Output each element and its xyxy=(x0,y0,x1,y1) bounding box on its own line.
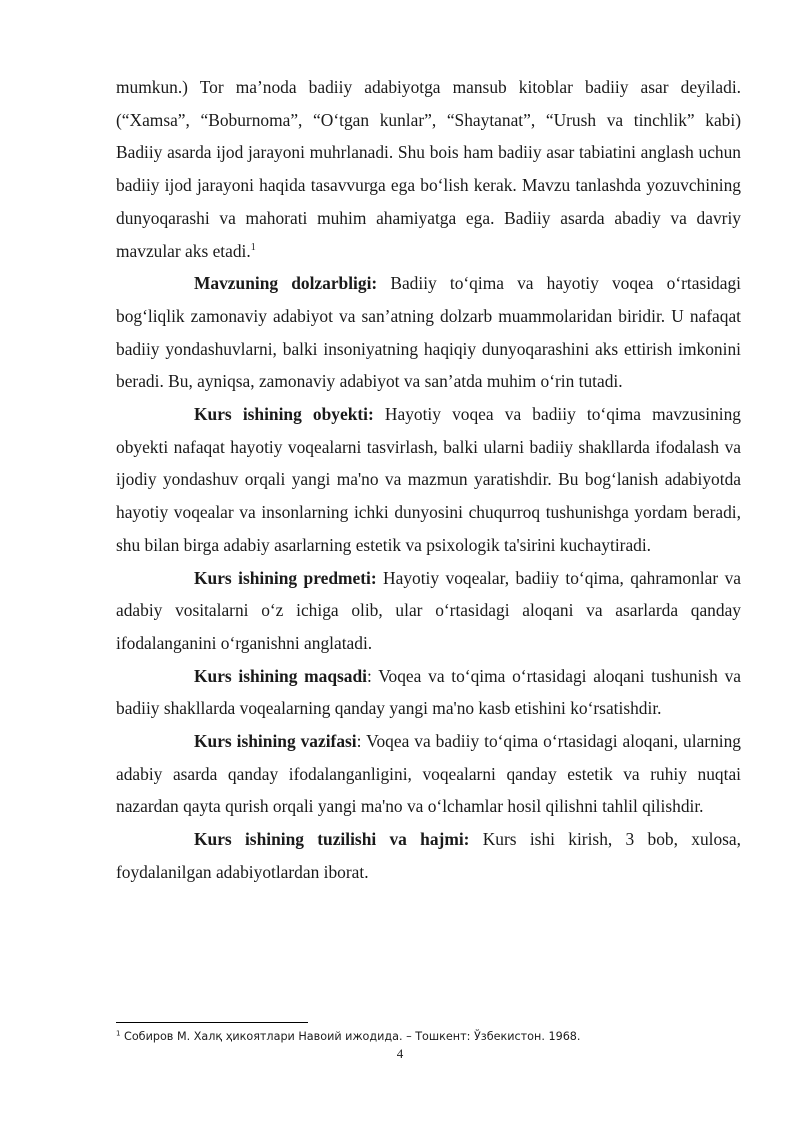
heading-object: Kurs ishining obyekti: xyxy=(194,404,374,425)
text-goal: : Voqea va to‘qima o‘rtasidagi aloqani tushunish va badiiy shakllarda voqealarning qanday yangi ma'no kasb etishini ko‘rsatishdir. xyxy=(116,665,741,719)
page-number: 4 xyxy=(396,1046,404,1061)
heading-structure: Kurs ishining tuzilishi va hajmi: xyxy=(194,829,470,850)
heading-tasks: Kurs ishining vazifasi xyxy=(194,731,357,752)
paragraph-object xyxy=(116,398,741,562)
heading-subject: Kurs ishining predmeti: xyxy=(194,567,377,588)
text-subject: Hayotiy voqealar, badiiy to‘qima, qahramonlar va adabiy vositalarni o‘z ichiga olib, ular o‘rtasidagi aloqani va asarlarda qanday ifodalanganini o‘rganishni anglatadi. xyxy=(116,567,741,653)
paragraph-tasks xyxy=(116,725,741,823)
text-object: Hayotiy voqea va badiiy to‘qima mavzusining obyekti nafaqat hayotiy voqealarni tasvirlash, balki ularni badiiy shakllarda ifodalash va ijodiy yondashuv orqali yangi ma'no va mazmun yaratishdir. Bu bog‘lanish adabiyotda hayotiy voqealar va insonlarning ichki dunyosini chuqurroq tushunishga yordam beradi, shu bilan birga adabiy asarlarning estetik va psixologik ta'sirini kuchaytiradi. xyxy=(116,404,741,555)
paragraph-structure xyxy=(116,823,741,888)
heading-relevance: Mavzuning dolzarbligi: xyxy=(194,273,378,294)
paragraph-goal xyxy=(116,660,741,725)
document-body xyxy=(116,71,741,889)
heading-goal: Kurs ishining maqsadi xyxy=(194,665,367,686)
footnote-reference: 1 xyxy=(250,241,256,253)
intro-paragraph xyxy=(116,71,741,267)
footnote xyxy=(116,1030,580,1043)
intro-text: mumkun.) Tor ma’noda badiiy adabiyotga mansub kitoblar badiiy asar deyiladi. (“Xamsa”, “Boburnoma”, “O‘tgan kunlar”, “Shaytanat”, “Urush va tinchlik” kabi) Badiiy asarda ijod jarayoni muhrlanadi. Shu bois ham badiiy asar tabiatini anglash uchun badiiy ijod jarayoni haqida tasavvurga ega bo‘lish kerak. Mavzu tanlashda yozuvchining dunyoqarashi va mahorati muhim ahamiyatga ega. Badiiy asarda abadiy va davriy mavzular aks etadi. xyxy=(116,77,741,261)
paragraph-subject xyxy=(116,562,741,660)
text-relevance: Badiiy to‘qima va hayotiy voqea o‘rtasidagi bog‘liqlik zamonaviy adabiyot va san’atning dolzarb muammolaridan biridir. U nafaqat badiiy yondashuvlarni, balki insoniyatning haqiqiy dunyoqarashini aks ettirish imkonini beradi. Bu, ayniqsa, zamonaviy adabiyot va san’atda muhim o‘rin tutadi. xyxy=(116,273,741,392)
footnote-number: 1 xyxy=(116,1029,121,1038)
footnote-text: Собиров М. Халқ ҳикоятлари Навоий ижодида. – Тошкент: Ўзбекистон. 1968. xyxy=(120,1030,581,1043)
text-tasks: : Voqea va badiiy to‘qima o‘rtasidagi aloqani, ularning adabiy asarda qanday ifodalanganligini, voqealarni qanday estetik va ruhiy nuqtai nazardan qayta qurish orqali yangi ma'no va o‘lchamlar hosil qilishni tahlil qilishdir. xyxy=(116,731,741,817)
paragraph-relevance xyxy=(116,267,741,398)
text-structure: Kurs ishi kirish, 3 bob, xulosa, foydalanilgan adabiyotlardan iborat. xyxy=(116,829,742,882)
footnote-separator xyxy=(116,1022,308,1023)
